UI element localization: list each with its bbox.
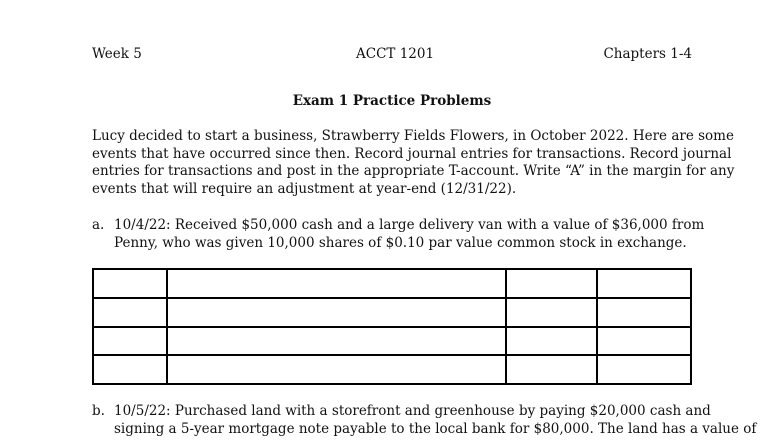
table-row: [93, 269, 691, 298]
item-line: Penny, who was given 10,000 shares of $0.10 par value common stock in exchange.: [114, 234, 687, 251]
debit-cell[interactable]: [506, 298, 598, 327]
problem-item-b: [92, 403, 757, 438]
intro-line: events that will require an adjustment at year-end (12/31/22).: [92, 180, 517, 197]
item-line: 10/5/22: Purchased land with a storefront and greenhouse by paying $20,000 cash and: [114, 403, 711, 419]
credit-cell[interactable]: [597, 298, 691, 327]
date-cell[interactable]: [93, 327, 167, 356]
date-cell[interactable]: [93, 355, 167, 384]
table-row: [93, 298, 691, 327]
problem-item-a: [92, 217, 705, 252]
page-title: Exam 1 Practice Problems: [292, 93, 492, 109]
debit-cell[interactable]: [506, 355, 598, 384]
intro-line: entries for transactions and post in the appropriate T-account. Write “A” in the margin for any: [92, 163, 735, 179]
journal-entry-table: [92, 268, 692, 385]
date-cell[interactable]: [93, 298, 167, 327]
table-row: [93, 355, 691, 384]
credit-cell[interactable]: [597, 327, 691, 356]
header-chapters: Chapters 1-4: [603, 46, 692, 62]
account-cell[interactable]: [167, 269, 506, 298]
credit-cell[interactable]: [597, 355, 691, 384]
header-week: Week 5: [92, 46, 142, 62]
table-row: [93, 327, 691, 356]
debit-cell[interactable]: [506, 327, 598, 356]
intro-line: events that have occurred since then. Record journal entries for transactions. Record journal: [92, 145, 732, 162]
page-header: [92, 46, 692, 66]
debit-cell[interactable]: [506, 269, 598, 298]
item-marker: a.: [92, 217, 105, 233]
date-cell[interactable]: [93, 269, 167, 298]
header-course: ACCT 1201: [356, 46, 435, 62]
intro-paragraph: [92, 128, 735, 198]
account-cell[interactable]: [167, 327, 506, 356]
account-cell[interactable]: [167, 355, 506, 384]
account-cell[interactable]: [167, 298, 506, 327]
item-line: signing a 5-year mortgage note payable to the local bank for $80,000. The land has a value of: [114, 420, 757, 437]
credit-cell[interactable]: [597, 269, 691, 298]
item-line: 10/4/22: Received $50,000 cash and a large delivery van with a value of $36,000 from: [114, 217, 705, 233]
item-marker: b.: [92, 403, 105, 419]
intro-line: Lucy decided to start a business, Strawberry Fields Flowers, in October 2022. Here are some: [92, 128, 734, 144]
